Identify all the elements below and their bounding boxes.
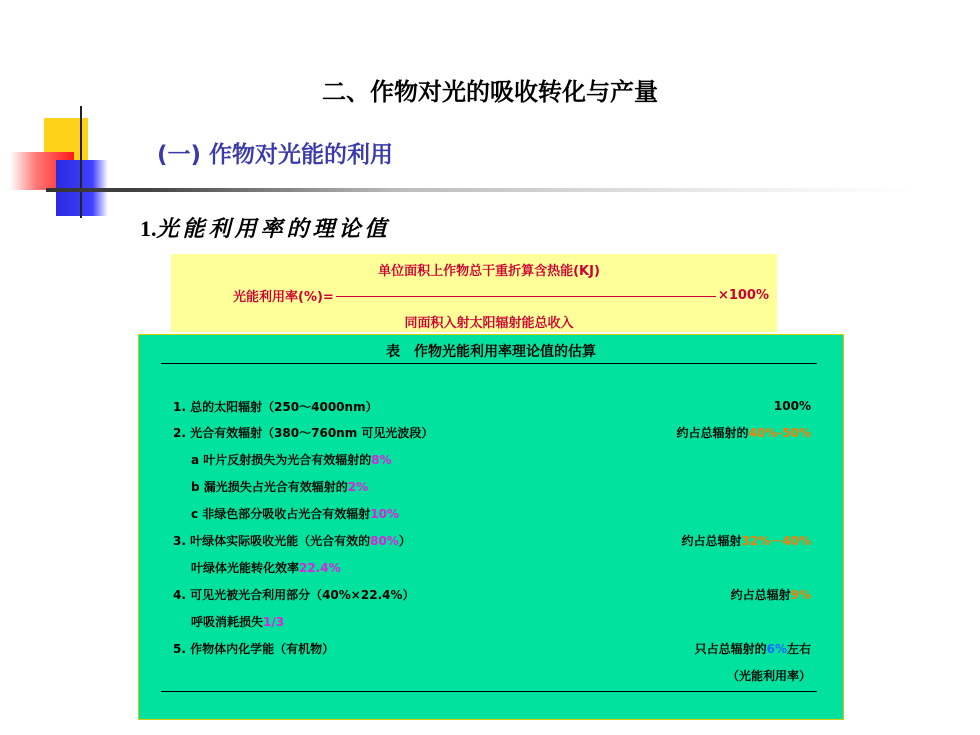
section-text: 光能利用率的理论值	[156, 217, 391, 242]
row-right: 100%	[773, 399, 811, 413]
row-left-highlight: 2%	[347, 479, 369, 494]
decor-vertical-line	[80, 106, 82, 218]
row-left-text: c 非绿色部分吸收占光合有效辐射	[191, 506, 371, 521]
table-row	[173, 421, 811, 443]
section-heading	[140, 212, 391, 243]
row-left	[191, 505, 399, 522]
row-left: 2. 光合有效辐射（380～760nm 可见光波段）	[173, 425, 434, 440]
table-row	[191, 502, 811, 524]
row-left	[191, 478, 368, 495]
row-right	[677, 424, 811, 441]
row-right-highlight: 40%-50%	[748, 425, 811, 440]
row-left-highlight: 22.4%	[299, 560, 341, 575]
row-right: （光能利用率）	[726, 668, 811, 683]
row-left	[173, 532, 411, 549]
row-left: 5. 作物体内化学能（有机物）	[173, 641, 335, 656]
row-left	[191, 613, 284, 630]
row-left-text: a 叶片反射损失为光合有效辐射的	[191, 452, 372, 467]
row-right-suffix: 左右	[786, 641, 811, 656]
formula-main-line	[233, 286, 769, 305]
row-left-highlight: 1/3	[263, 614, 285, 629]
formula-denominator: 同面积入射太阳辐射能总收入	[404, 316, 574, 331]
formula-lhs: 光能利用率(%)=	[233, 290, 334, 305]
table-row	[191, 475, 811, 497]
row-right-text: 约占总辐射的	[676, 425, 749, 440]
formula-fraction-bar	[336, 296, 716, 297]
estimate-table-panel	[138, 334, 844, 720]
row-left-suffix: ）	[398, 533, 411, 548]
row-left-text: 3. 叶绿体实际吸收光能（光合有效的	[173, 533, 371, 548]
row-left-highlight: 80%	[370, 533, 399, 548]
row-right-text: 约占总辐射	[681, 533, 742, 548]
page-title: 二、作物对光的吸收转化与产量	[322, 78, 658, 106]
table-bottom-rule	[161, 691, 817, 692]
row-left-highlight: 10%	[370, 506, 400, 521]
table-row	[173, 583, 811, 605]
table-title: 表 作物光能利用率理论值的估算	[386, 344, 596, 360]
row-left	[191, 451, 392, 468]
row-left-text: 呼吸消耗损失	[191, 614, 264, 629]
row-right	[695, 640, 811, 657]
row-left-text: b 漏光损失占光合有效辐射的	[191, 479, 348, 494]
table-row	[173, 664, 811, 686]
table-row	[173, 637, 811, 659]
formula-box	[171, 254, 777, 332]
subtitle: (一) 作物对光能的利用	[157, 142, 394, 168]
row-right-text: 只占总辐射的	[694, 641, 767, 656]
table-row	[191, 610, 811, 632]
section-number: 1.	[140, 216, 157, 241]
row-left-highlight: 8%	[371, 452, 392, 467]
table-top-rule	[161, 363, 817, 364]
row-left	[191, 559, 341, 576]
table-row	[173, 529, 811, 551]
table-row	[173, 395, 811, 417]
row-left-text: 叶绿体光能转化效率	[191, 560, 300, 575]
formula-rhs: ×100%	[717, 288, 769, 303]
row-right-text: 约占总辐射	[730, 587, 791, 602]
row-left: 1. 总的太阳辐射（250～4000nm）	[173, 399, 378, 414]
row-right	[731, 586, 811, 603]
row-right	[682, 532, 811, 549]
table-row	[191, 448, 811, 470]
row-right-highlight: 6%	[766, 641, 787, 656]
table-row	[191, 556, 811, 578]
formula-numerator: 单位面积上作物总干重折算含热能(KJ)	[378, 264, 600, 279]
row-left: 4. 可见光被光合利用部分（40%×22.4%）	[173, 587, 415, 602]
row-right-highlight: 9%	[790, 587, 811, 602]
row-right-highlight: 32%－40%	[741, 533, 811, 548]
decor-horizontal-rule	[46, 188, 916, 192]
